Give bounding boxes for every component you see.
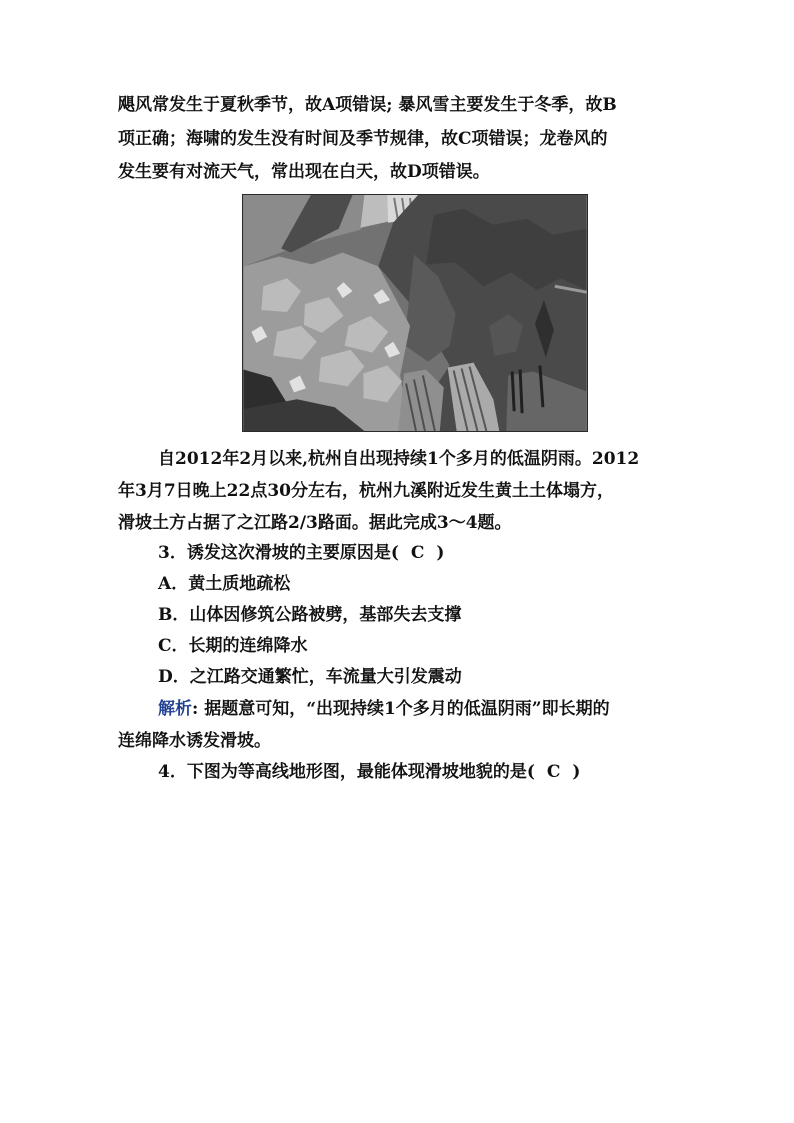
passage-line-2: 年3月7日晚上22点30分左右，杭州九溪附近发生黄土土体塌方， [118,481,614,501]
passage-line-1: 自2012年2月以来,杭州自出现持续1个多月的低温阴雨。2012 [158,449,640,469]
question-3-option-b: B．山体因修筑公路被劈，基部失去支撑 [158,605,462,625]
intro-answer-line-2: 项正确；海啸的发生没有时间及季节规律，故C项错误；龙卷风的 [118,129,608,149]
question-3-option-a: A．黄土质地疏松 [158,574,291,594]
question-3-answer: C [410,543,425,563]
landslide-image-svg [243,195,587,431]
question-4-answer: C [546,762,561,782]
question-3-option-d: D．之江路交通繁忙，车流量大引发震动 [158,667,462,687]
intro-answer-line-1: 飓风常发生于夏秋季节，故A项错误; 暴风雪主要发生于冬季，故B [118,95,617,115]
question-3-stem: 3．诱发这次滑坡的主要原因是( [158,543,399,563]
landslide-photo [242,194,588,432]
analysis-line-1-text: : 据题意可知，“出现持续1个多月的低温阴雨”即长期的 [192,699,610,719]
question-4-stem-line [158,760,718,784]
question-3-stem-line [158,541,718,565]
question-4-stem: 4．下图为等高线地形图，最能体现滑坡地貌的是( [158,762,535,782]
analysis-line-1 [158,697,718,721]
question-3-close-paren: ) [436,543,445,563]
passage-line-3: 滑坡土方占据了之江路2/3路面。据此完成3～4题。 [118,513,512,533]
analysis-label: 解析 [158,699,192,719]
question-3-option-c: C．长期的连绵降水 [158,636,308,656]
question-4-close-paren: ) [572,762,581,782]
analysis-line-2: 连绵降水诱发滑坡。 [118,731,271,751]
intro-answer-line-3: 发生要有对流天气，常出现在白天，故D项错误。 [118,162,490,182]
